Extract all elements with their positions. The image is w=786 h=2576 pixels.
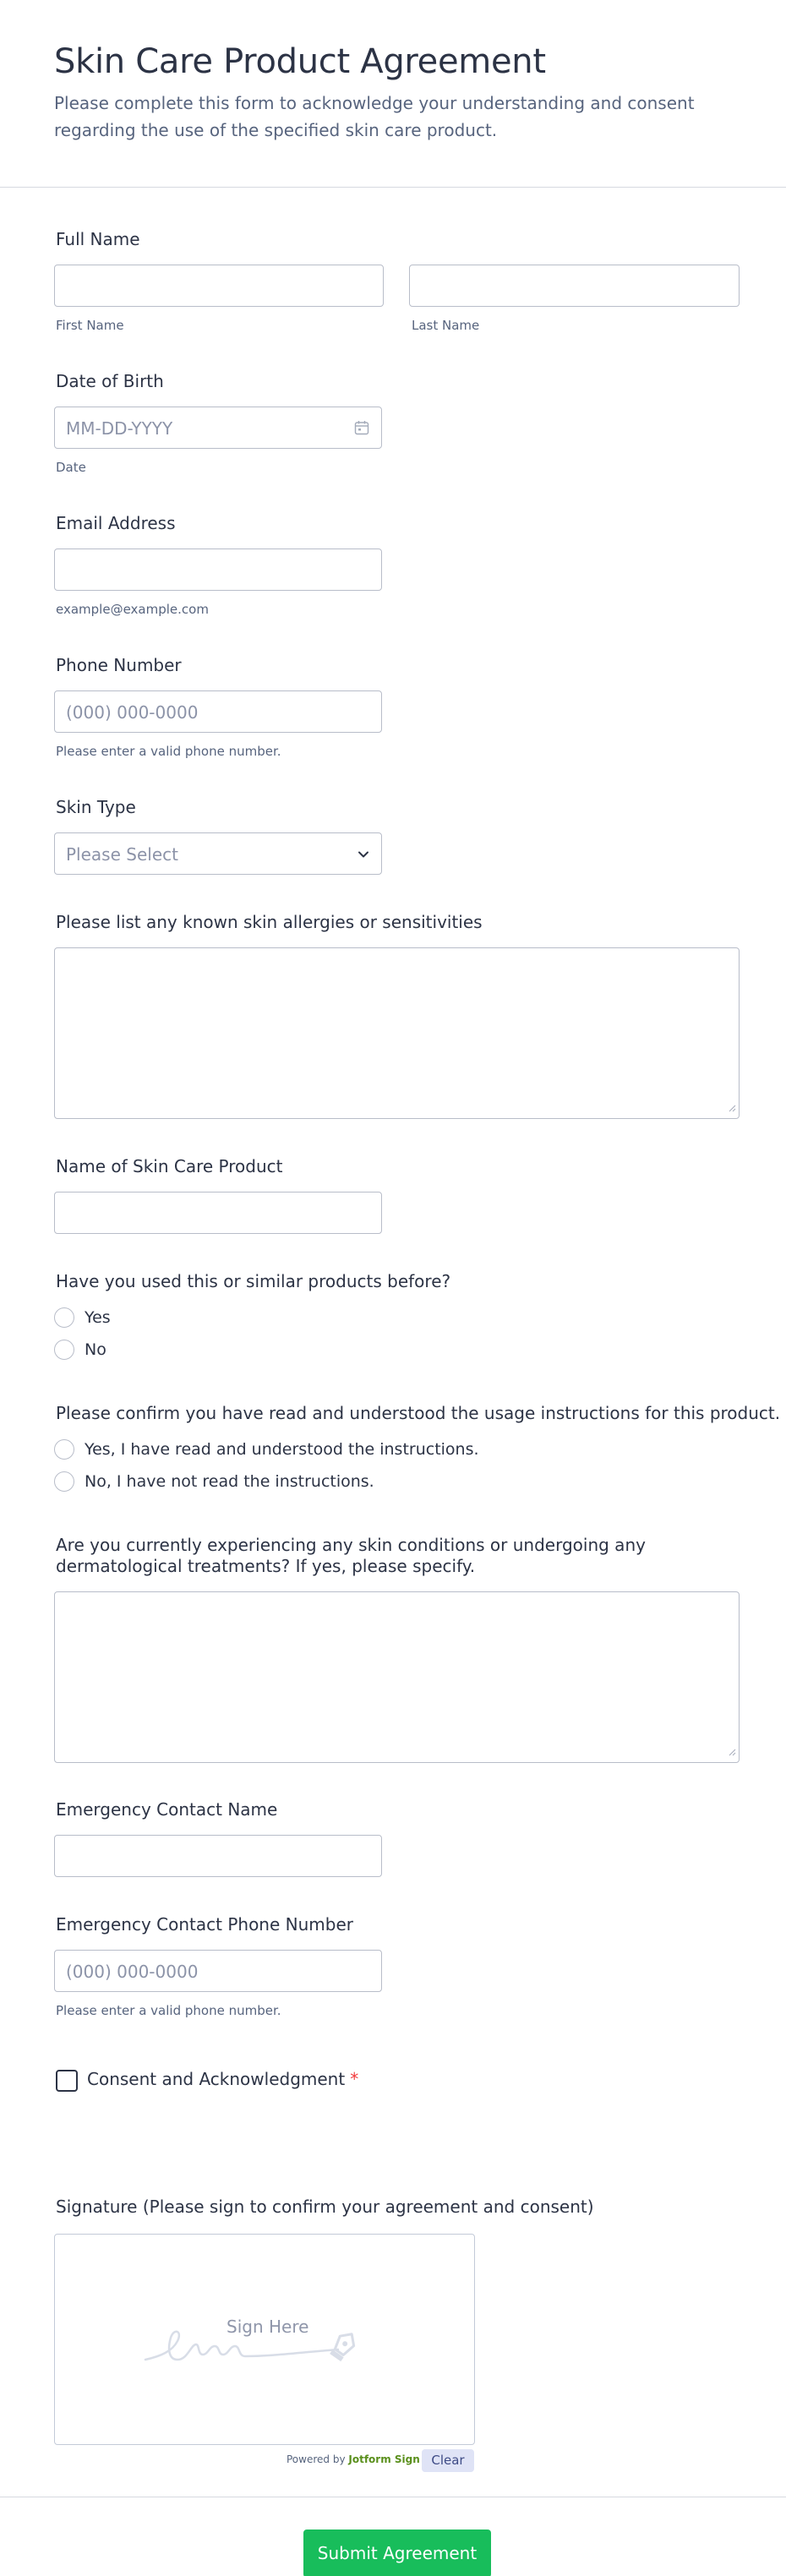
product-name-label: Name of Skin Care Product [56, 1156, 283, 1176]
form-description: Please complete this form to acknowledge your understanding and consent regarding the use of the specified skin care product. [54, 93, 695, 140]
powered-prefix: Powered by [287, 2453, 346, 2465]
signature-label: Signature (Please sign to confirm your agreement and consent) [56, 2197, 594, 2217]
email-label: Email Address [56, 513, 176, 533]
instructions-option-no[interactable] [54, 1471, 374, 1493]
phone-label: Phone Number [56, 655, 182, 675]
email-input[interactable] [54, 548, 382, 591]
email-sublabel: example@example.com [56, 602, 209, 617]
calendar-icon[interactable] [354, 420, 369, 439]
phone-placeholder: (000) 000-0000 [66, 702, 199, 723]
full-name-label: Full Name [56, 229, 140, 249]
radio-button[interactable] [54, 1471, 74, 1492]
last-name-input[interactable] [409, 265, 740, 307]
dob-input[interactable] [54, 407, 382, 449]
consent-label[interactable] [87, 2069, 358, 2089]
submit-button[interactable]: Submit Agreement [303, 2530, 491, 2576]
instructions-option-yes[interactable] [54, 1438, 479, 1460]
emergency-phone-placeholder: (000) 000-0000 [66, 1962, 199, 1982]
signature-pad[interactable] [54, 2234, 475, 2445]
allergies-textarea[interactable] [54, 947, 740, 1119]
product-name-input[interactable] [54, 1192, 382, 1234]
phone-input[interactable] [54, 690, 382, 733]
option-label: Yes [85, 1308, 111, 1327]
conditions-textarea[interactable] [54, 1591, 740, 1763]
first-name-sublabel: First Name [56, 318, 124, 333]
emergency-name-label: Emergency Contact Name [56, 1799, 278, 1820]
form-title: Skin Care Product Agreement [54, 42, 546, 81]
used-before-option-yes[interactable] [54, 1307, 111, 1329]
emergency-name-input[interactable] [54, 1835, 382, 1877]
phone-sublabel: Please enter a valid phone number. [56, 744, 281, 759]
last-name-sublabel: Last Name [412, 318, 480, 333]
dob-placeholder: MM-DD-YYYY [66, 418, 173, 439]
used-before-label: Have you used this or similar products before? [56, 1271, 451, 1291]
option-label: No [85, 1340, 106, 1359]
conditions-label: Are you currently experiencing any skin conditions or undergoing any dermatological treatments? If yes, please specify. [56, 1535, 646, 1576]
sign-here-text: Sign Here [227, 2317, 309, 2337]
resize-handle-icon[interactable] [728, 1100, 736, 1116]
consent-checkbox[interactable] [56, 2070, 78, 2092]
chevron-down-icon [358, 848, 369, 864]
emergency-phone-sublabel: Please enter a valid phone number. [56, 2003, 281, 2018]
skin-type-select[interactable] [54, 832, 382, 875]
option-label: No, I have not read the instructions. [85, 1472, 374, 1491]
required-mark: * [350, 2069, 359, 2089]
instructions-label: Please confirm you have read and understood the usage instructions for this product. [56, 1403, 781, 1423]
emergency-phone-input[interactable] [54, 1950, 382, 1992]
used-before-option-no[interactable] [54, 1339, 106, 1361]
form-header [0, 0, 786, 188]
powered-by-text [287, 2453, 420, 2465]
skin-type-label: Skin Type [56, 797, 136, 817]
emergency-phone-label: Emergency Contact Phone Number [56, 1914, 353, 1935]
jotform-sign-logo[interactable]: Jotform Sign [348, 2453, 420, 2465]
option-label: Yes, I have read and understood the instructions. [85, 1440, 479, 1459]
allergies-label: Please list any known skin allergies or sensitivities [56, 912, 483, 932]
dob-label: Date of Birth [56, 371, 164, 391]
clear-signature-button[interactable]: Clear [422, 2449, 474, 2472]
consent-label-text: Consent and Acknowledgment [87, 2069, 346, 2089]
radio-button[interactable] [54, 1307, 74, 1328]
radio-button[interactable] [54, 1439, 74, 1460]
radio-button[interactable] [54, 1340, 74, 1360]
skin-type-placeholder: Please Select [66, 844, 178, 865]
resize-handle-icon[interactable] [728, 1744, 736, 1760]
first-name-input[interactable] [54, 265, 384, 307]
dob-sublabel: Date [56, 460, 86, 475]
